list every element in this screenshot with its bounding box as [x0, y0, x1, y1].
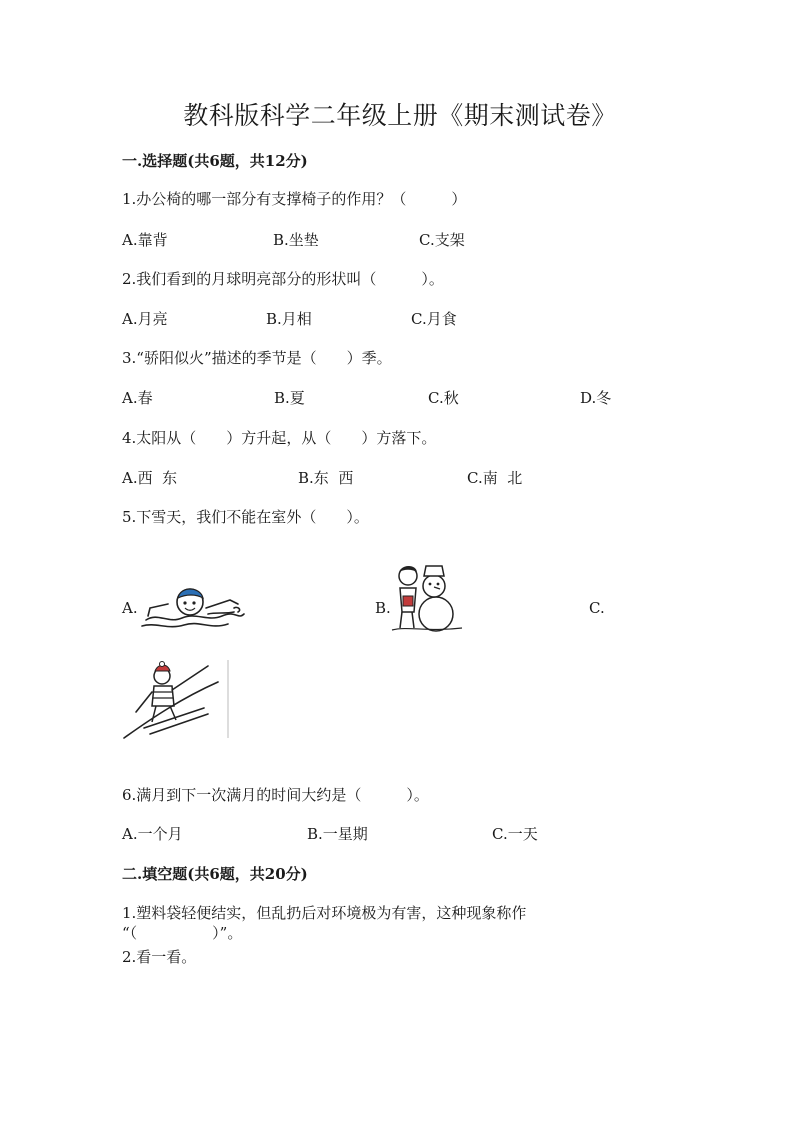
q1-option-c[interactable]: C.支架	[419, 231, 465, 249]
q6-option-a[interactable]: A.一个月	[122, 825, 183, 843]
q5-option-c[interactable]: C.	[589, 599, 605, 617]
q2-option-b[interactable]: B.月相	[266, 310, 312, 328]
section-heading-choice: 一.选择题(共6题，共12分)	[122, 152, 308, 170]
question-6: 6.满月到下一次满月的时间大约是（ ）。	[122, 786, 429, 804]
q3-option-c[interactable]: C.秋	[428, 389, 459, 407]
question-2: 2.我们看到的月球明亮部分的形状叫（ ）。	[122, 270, 444, 288]
question-1: 1.办公椅的哪一部分有支撑椅子的作用？（ ）	[122, 190, 467, 208]
q6-option-c[interactable]: C.一天	[492, 825, 538, 843]
q4-option-c[interactable]: C.南 北	[467, 469, 523, 487]
q2-option-a[interactable]: A.月亮	[122, 310, 168, 328]
q4-option-a[interactable]: A.西 东	[122, 469, 178, 487]
section-heading-fill: 二.填空题(共6题，共20分)	[122, 865, 308, 883]
swimming-child-image	[138, 578, 248, 634]
fill-question-2: 2.看一看。	[122, 948, 197, 966]
q5-option-b[interactable]: B.	[375, 599, 391, 617]
q5-option-a[interactable]: A.	[122, 599, 138, 617]
q2-option-c[interactable]: C.月食	[411, 310, 457, 328]
snowman-image	[388, 558, 466, 634]
q1-option-b[interactable]: B.坐垫	[273, 231, 319, 249]
fill-question-1-line1: 1.塑料袋轻便结实，但乱扔后对环境极为有害，这种现象称作	[122, 904, 527, 922]
q1-option-a[interactable]: A.靠背	[122, 231, 168, 249]
q6-option-b[interactable]: B.一星期	[307, 825, 368, 843]
question-5: 5.下雪天，我们不能在室外（ ）。	[122, 508, 369, 526]
question-3: 3.“骄阳似火”描述的季节是（ ）季。	[122, 349, 392, 367]
q3-option-b[interactable]: B.夏	[274, 389, 305, 407]
question-4: 4.太阳从（ ）方升起，从（ ）方落下。	[122, 429, 437, 447]
q3-option-a[interactable]: A.春	[122, 389, 153, 407]
q3-option-d[interactable]: D.冬	[580, 389, 612, 407]
page-title: 教科版科学二年级上册《期末测试卷》	[183, 101, 617, 130]
q4-option-b[interactable]: B.东 西	[298, 469, 354, 487]
fill-question-1-line2: “（ ）”。	[122, 924, 243, 942]
skiing-child-image	[122, 658, 232, 740]
